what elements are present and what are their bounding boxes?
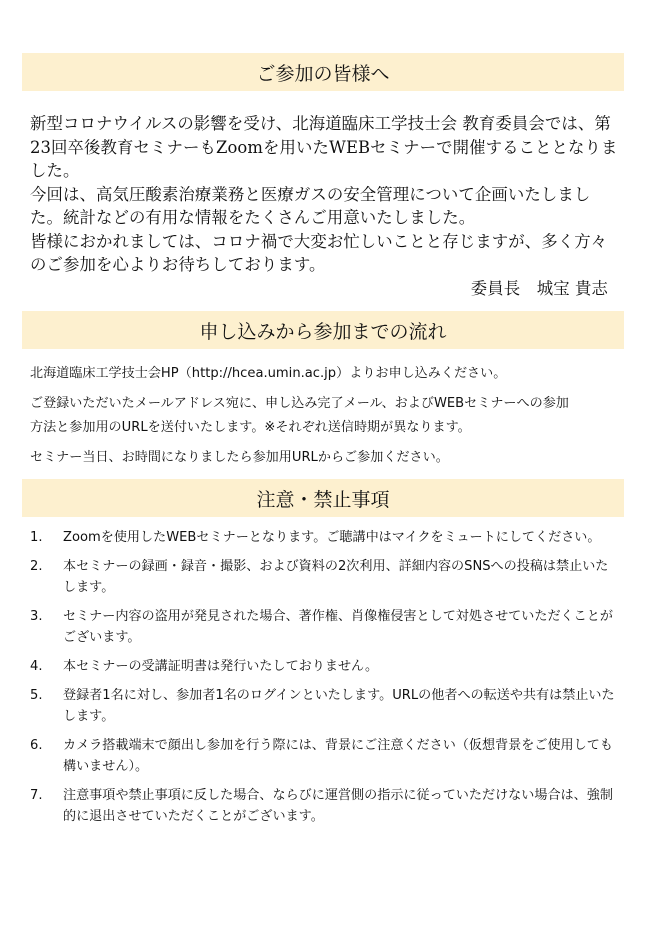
rule-item (30, 656, 620, 677)
section-title: ご参加の皆様へ (256, 62, 390, 85)
rule-text: Zoomを使用したWEBセミナーとなります。ご聴講中はマイクをミュートにしてください。 (63, 530, 601, 545)
rule-item (30, 785, 620, 827)
application-flow (30, 362, 620, 476)
rule-number: 7. (30, 788, 43, 803)
greeting-paragraph: 今回は、高気圧酸素治療業務と医療ガスの安全管理について企画いたしました。統計などの有用な情報をたくさんご用意いたしました。 (30, 184, 591, 227)
rule-text: カメラ搭載端末で顔出し参加を行う際には、背景にご注意ください（仮想背景をご使用しても構いません）。 (63, 738, 613, 774)
greeting-message (30, 112, 620, 300)
greeting-paragraph: 新型コロナウイルスの影響を受け、北海道臨床工学技士会 教育委員会では、第23回卒後教育セミナーもZoomを用いたWEBセミナーで開催することとなりました。 (30, 114, 618, 180)
rule-number: 1. (30, 530, 43, 545)
section-header-application-flow (22, 311, 624, 349)
rule-number: 4. (30, 659, 43, 674)
rule-number: 3. (30, 609, 43, 624)
rule-item (30, 685, 620, 727)
flow-line: 方法と参加用のURLを送付いたします。※それぞれ送信時期が異なります。 (30, 420, 471, 435)
rules-list (30, 527, 620, 835)
rule-text: 注意事項や禁止事項に反した場合、ならびに運営側の指示に従っていただけない場合は、強制的に退出させていただくことがございます。 (63, 788, 613, 824)
rule-item (30, 527, 620, 548)
greeting-paragraph: 皆様におかれましては、コロナ禍で大変お忙しいことと存じますが、多く方々のご参加を心よりお待ちしております。 (30, 231, 608, 274)
signature: 委員長 城宝 貴志 (470, 278, 608, 298)
flow-line: 北海道臨床工学技士会HP（http://hcea.umin.ac.jp）よりお申し込みください。 (30, 366, 507, 381)
rule-text: 本セミナーの受講証明書は発行いたしておりません。 (63, 659, 379, 674)
rule-text: 登録者1名に対し、参加者1名のログインといたします。URLの他者への転送や共有は禁止いたします。 (63, 688, 615, 724)
section-title: 申し込みから参加までの流れ (199, 320, 447, 343)
rule-item (30, 556, 620, 598)
rule-item (30, 735, 620, 777)
section-header-welcome (22, 53, 624, 91)
flow-line: セミナー当日、お時間になりましたら参加用URLからご参加ください。 (30, 450, 449, 465)
rule-number: 2. (30, 559, 43, 574)
rule-number: 5. (30, 688, 43, 703)
flow-line: ご登録いただいたメールアドレス宛に、申し込み完了メール、およびWEBセミナーへの参加 (30, 396, 569, 411)
rule-text: セミナー内容の盗用が発見された場合、著作権、肖像権侵害として対処させていただくことがございます。 (63, 609, 613, 645)
rule-text: 本セミナーの録画・録音・撮影、および資料の2次利用、詳細内容のSNSへの投稿は禁止いたします。 (63, 559, 609, 595)
section-header-rules (22, 479, 624, 517)
rule-number: 6. (30, 738, 43, 753)
rule-item (30, 606, 620, 648)
section-title: 注意・禁止事項 (256, 488, 390, 511)
